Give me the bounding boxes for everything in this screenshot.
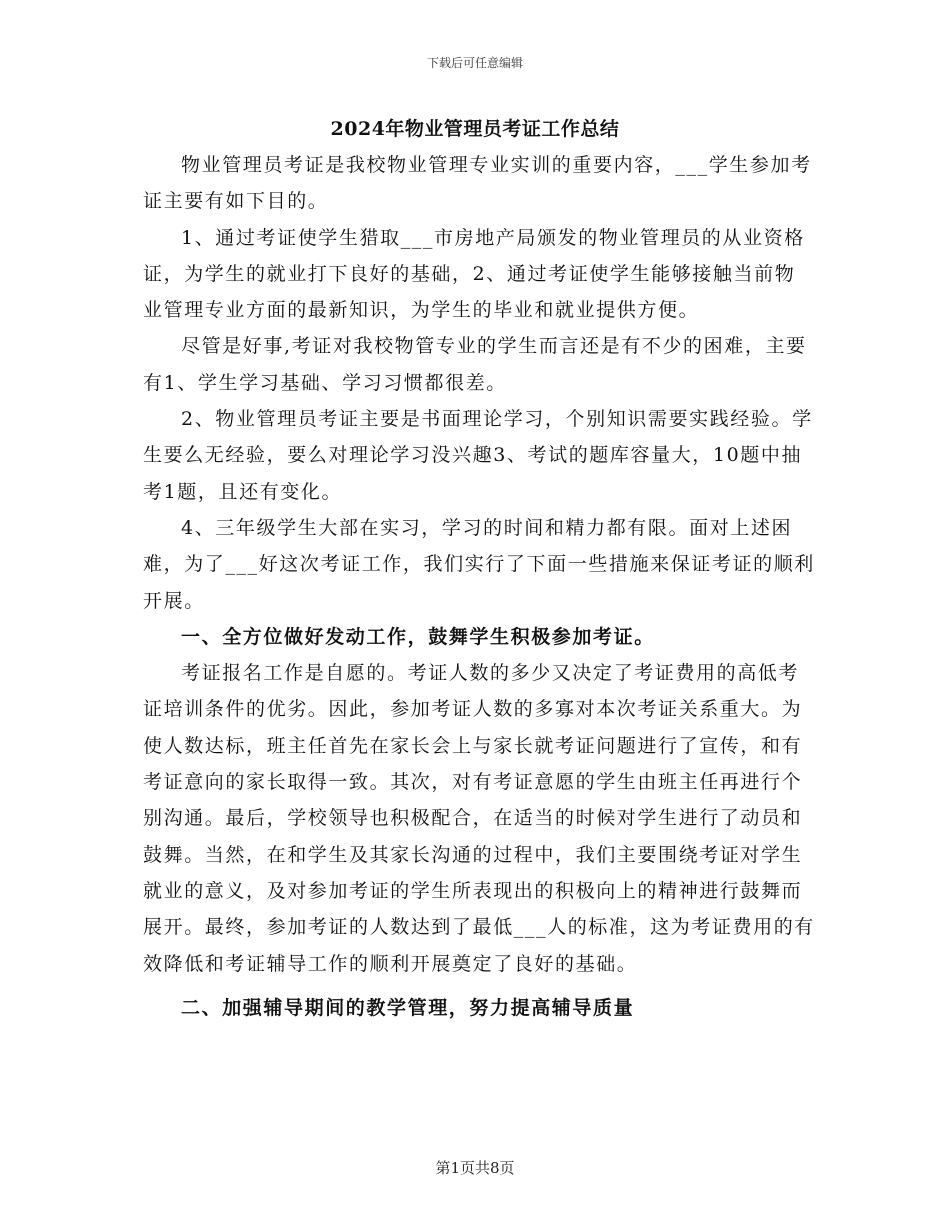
section-heading-1: 一、全方位做好发动工作，鼓舞学生积极参加考证。 — [181, 625, 655, 648]
document-body — [143, 147, 815, 1026]
section-heading-2: 二、加强辅导期间的教学管理，努力提高辅导质量 — [181, 996, 635, 1019]
paragraph-difficulty-4: 4、三年级学生大部在实习，学习的时间和精力都有限。面对上述困难，为了___好这次考证工作，我们实行了下面一些措施来保证考证的顺利开展。 — [143, 516, 815, 612]
paragraph-mobilization: 考证报名工作是自愿的。考证人数的多少又决定了考证费用的高低考证培训条件的优劣。因此，参加考证人数的多寡对本次考证关系重大。为使人数达标，班主任首先在家长会上与家长就考证问题进行了宣传，和有考证意向的家长取得一致。其次，对有考证意愿的学生由班主任再进行个别沟通。最后，学校领导也积极配合，在适当的时候对学生进行了动员和鼓舞。当然，在和学生及其家长沟通的过程中，我们主要围绕考证对学生就业的意义，及对参加考证的学生所表现出的积极向上的精神进行鼓舞而展开。最终，参加考证的人数达到了最低___人的标准，这为考证费用的有效降低和考证辅导工作的顺利开展奠定了良好的基础。 — [143, 662, 815, 975]
paragraph-difficulty-2-3: 2、物业管理员考证主要是书面理论学习，个别知识需要实践经验。学生要么无经验，要么对理论学习没兴趣3、考试的题库容量大，10题中抽考1题，且还有变化。 — [143, 408, 813, 503]
page-number: 第1页共8页 — [435, 1159, 515, 1177]
header-note: 下载后可任意编辑 — [426, 56, 523, 70]
paragraph-purposes: 1、通过考证使学生猎取___市房地产局颁发的物业管理员的从业资格证，为学生的就业打下良好的基础，2、通过考证使学生能够接触当前物业管理专业方面的最新知识，为学生的毕业和就业提供方便。 — [143, 226, 805, 322]
document-title: 2024年物业管理员考证工作总结 — [330, 118, 620, 140]
paragraph-intro: 物业管理员考证是我校物业管理专业实训的重要内容，___学生参加考证主要有如下目的。 — [143, 154, 812, 213]
paragraph-difficulties: 尽管是好事,考证对我校物管专业的学生而言还是有不少的困难，主要有1、学生学习基础、学习习惯都很差。 — [143, 335, 807, 394]
